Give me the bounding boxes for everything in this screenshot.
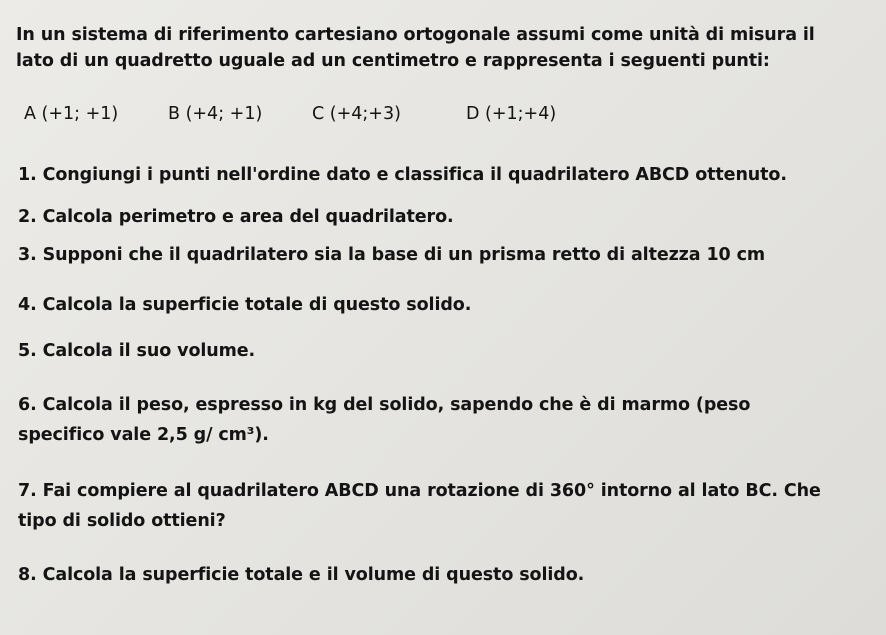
question-3: 3. Supponi che il quadrilatero sia la base di un prisma retto di altezza 10 cm: [18, 245, 766, 265]
question-1: 1. Congiungi i punti nell'ordine dato e classifica il quadrilatero ABCD ottenuto.: [18, 165, 787, 185]
question-5: 5. Calcola il suo volume.: [18, 341, 256, 361]
question-7-line-1: 7. Fai compiere al quadrilatero ABCD una rotazione di 360° intorno al lato BC. Che: [18, 481, 821, 501]
question-8: 8. Calcola la superficie totale e il volume di questo solido.: [18, 565, 585, 585]
intro-line-2: lato di un quadretto uguale ad un centimetro e rappresenta i seguenti punti:: [16, 51, 770, 71]
point-c: C (+4;+3): [312, 104, 401, 124]
point-d: D (+1;+4): [466, 104, 557, 124]
intro-line-1: In un sistema di riferimento cartesiano ortogonale assumi come unità di misura il: [16, 25, 815, 45]
question-6-line-2: specifico vale 2,5 g/ cm³).: [18, 425, 269, 445]
point-a: A (+1; +1): [24, 104, 119, 124]
question-2: 2. Calcola perimetro e area del quadrilatero.: [18, 207, 454, 227]
question-4: 4. Calcola la superficie totale di questo solido.: [18, 295, 472, 315]
point-b: B (+4; +1): [168, 104, 263, 124]
question-6-line-1: 6. Calcola il peso, espresso in kg del solido, sapendo che è di marmo (peso: [18, 395, 751, 415]
question-7-line-2: tipo di solido ottieni?: [18, 511, 226, 531]
